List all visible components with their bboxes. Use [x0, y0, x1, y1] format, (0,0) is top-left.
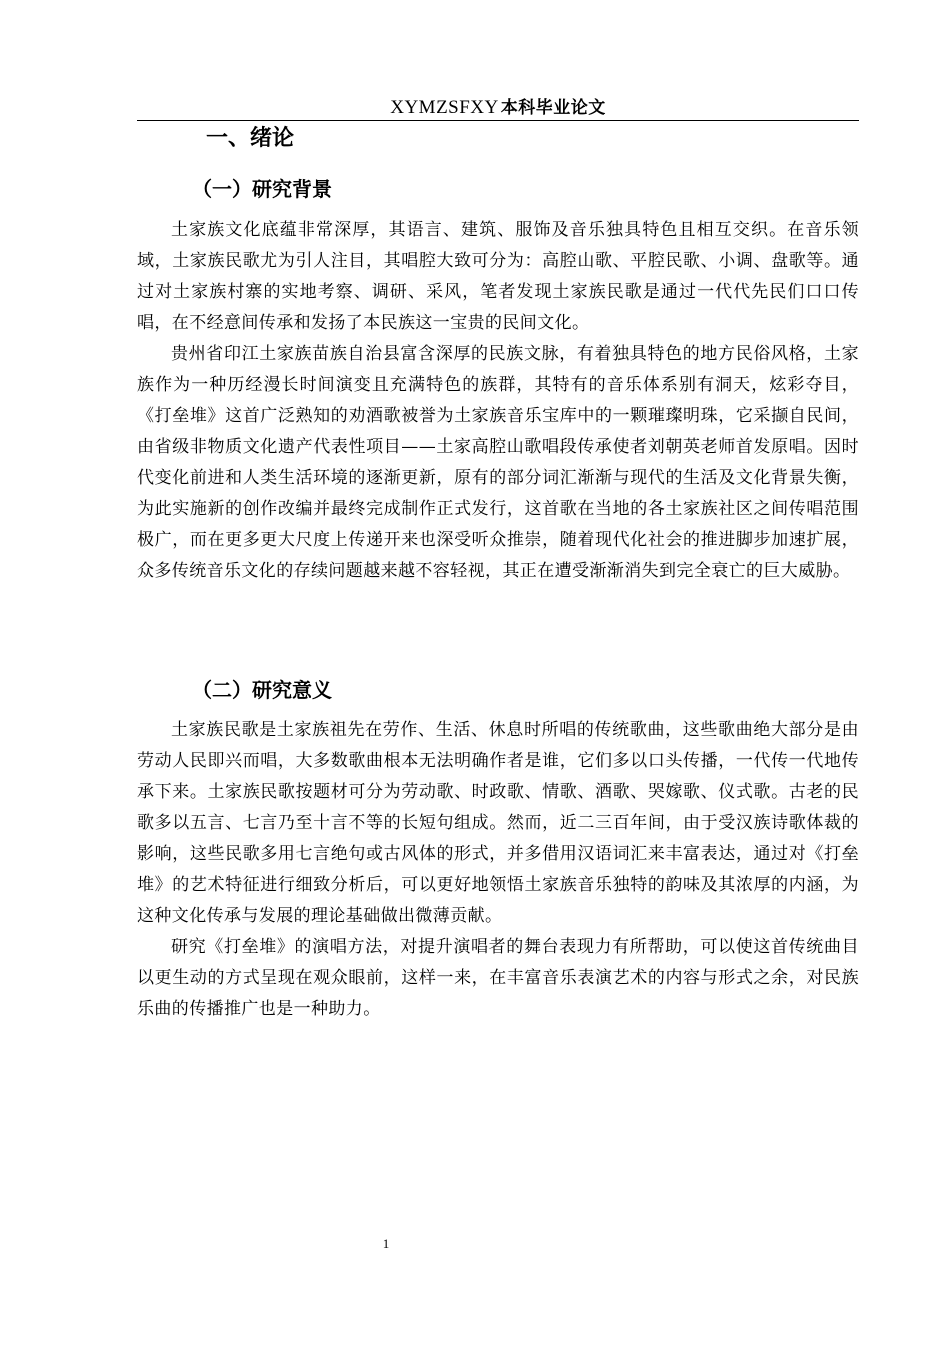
section-body-significance — [137, 715, 859, 1025]
section-body-background — [137, 215, 859, 587]
section-title-background: （一）研究背景 — [192, 177, 332, 201]
running-header — [137, 94, 859, 121]
paragraph: 土家族文化底蕴非常深厚，其语言、建筑、服饰及音乐独具特色且相互交织。在音乐领域，土家族民歌尤为引人注目，其唱腔大致可分为：高腔山歌、平腔民歌、小调、盘歌等。通过对土家族村寨的实地考察、调研、采风，笔者发现土家族民歌是通过一代代先民们口口传唱，在不经意间传承和发扬了本民族这一宝贵的民间文化。 — [137, 220, 859, 333]
chapter-title: 一、绪论 — [206, 126, 295, 151]
header-code: XYMZSFXY — [390, 97, 499, 118]
paragraph: 研究《打垒堆》的演唱方法，对提升演唱者的舞台表现力有所帮助，可以使这首传统曲目以更生动的方式呈现在观众眼前，这样一来，在丰富音乐表演艺术的内容与形式之余，对民族乐曲的传播推广也是一种助力。 — [137, 937, 859, 1019]
header-divider — [137, 120, 859, 121]
section-title-significance: （二）研究意义 — [192, 678, 332, 702]
header-label: 本科毕业论文 — [500, 98, 606, 118]
page-number: 1 — [382, 1236, 390, 1251]
paragraph: 土家族民歌是土家族祖先在劳作、生活、休息时所唱的传统歌曲，这些歌曲绝大部分是由劳动人民即兴而唱，大多数歌曲根本无法明确作者是谁，它们多以口头传播，一代传一代地传承下来。土家族民歌按题材可分为劳动歌、时政歌、情歌、酒歌、哭嫁歌、仪式歌。古老的民歌多以五言、七言乃至十言不等的长短句组成。然而，近二三百年间，由于受汉族诗歌体裁的影响，这些民歌多用七言绝句或古风体的形式，并多借用汉语词汇来丰富表达，通过对《打垒堆》的艺术特征进行细致分析后，可以更好地领悟土家族音乐独特的韵味及其浓厚的内涵，为这种文化传承与发展的理论基础做出微薄贡献。 — [137, 720, 859, 926]
paragraph: 贵州省印江土家族苗族自治县富含深厚的民族文脉，有着独具特色的地方民俗风格，土家族作为一种历经漫长时间演变且充满特色的族群，其特有的音乐体系别有洞天，炫彩夺目，《打垒堆》这首广泛熟知的劝酒歌被誉为土家族音乐宝库中的一颗璀璨明珠，它采撷自民间，由省级非物质文化遗产代表性项目——土家高腔山歌唱段传承使者刘朝英老师首发原唱。因时代变化前进和人类生活环境的逐渐更新，原有的部分词汇渐渐与现代的生活及文化背景失衡，为此实施新的创作改编并最终完成制作正式发行，这首歌在当地的各土家族社区之间传唱范围极广，而在更多更大尺度上传递开来也深受听众推崇，随着现代化社会的推进脚步加速扩展，众多传统音乐文化的存续问题越来越不容轻视，其正在遭受渐渐消失到完全衰亡的巨大威胁。 — [137, 344, 859, 581]
